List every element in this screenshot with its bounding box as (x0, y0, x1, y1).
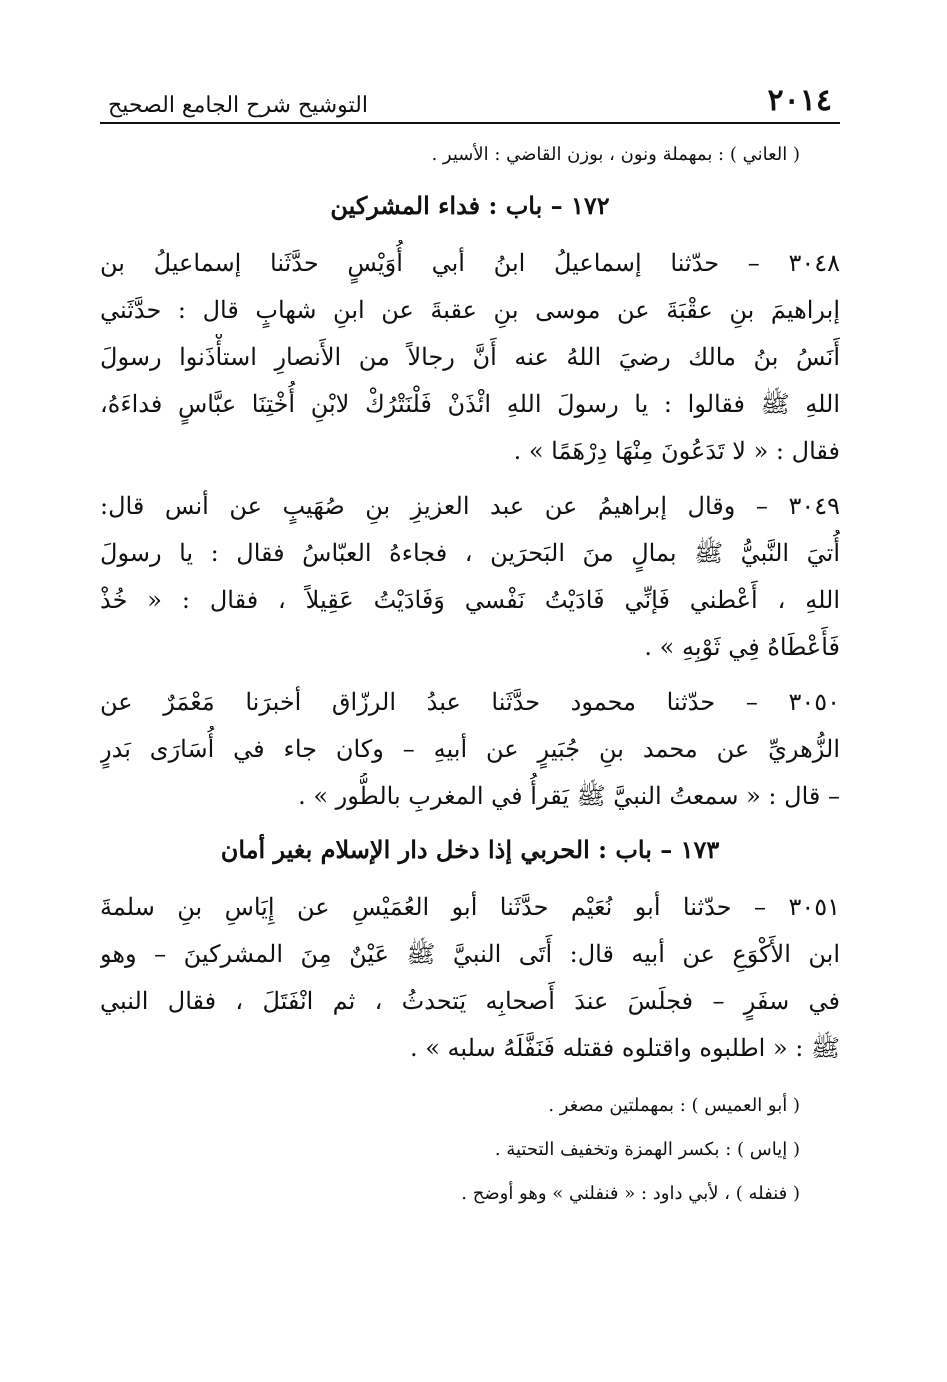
hadith-3050 (100, 679, 840, 820)
hadith-line: ٣٠٥١ – حدّثنا أبو نُعَيْم حدَّثَنا أبو العُمَيْسِ عن إِيَاسِ بنِ سلمةَ (100, 893, 840, 921)
intro-note: ( العاني ) : بمهملة ونون ، بوزن القاضي : الأسير . (431, 144, 800, 165)
hadith-line: ٣٠٤٩ – وقال إبراهيمُ عن عبد العزيزِ بنِ صُهَيبٍ عن أنس قال: (100, 492, 840, 520)
hadith-3048 (100, 240, 840, 475)
hadith-line: ابن الأَكْوَعِ عن أبيه قال: أَتَى النبيَّ ﷺ عَيْنٌ مِنَ المشركينَ – وهو (100, 940, 840, 968)
hadith-line: ٣٠٥٠ – حدّثنا محمود حدَّثَنا عبدُ الرزّاق أخبرَنا مَعْمَرٌ عن (100, 688, 840, 716)
note-item: ( إياس ) : بكسر الهمزة وتخفيف التحتية . (494, 1139, 800, 1160)
note-item: ( فنفله ) ، لأبي داود : « فنفلني » وهو أوضح . (461, 1183, 800, 1204)
page-number: ٢٠١٤ (767, 83, 832, 118)
hadith-line: الزُّهريِّ عن محمد بنِ جُبَيرٍ عن أبيهِ – وكان جاء في أُسَارَى بَدرٍ (100, 735, 840, 763)
running-title: التوشيح شرح الجامع الصحيح (108, 93, 368, 118)
hadith-line: اللهِ ﷺ فقالوا : يا رسولَ اللهِ ائْذَنْ فَلْنَتْرُكْ لابْنِ أُخْتِنَا عبَّاسٍ فداءَهُ، (100, 390, 840, 418)
hadith-line: فقال : « لا تَدَعُونَ مِنْهَا دِرْهَمًا » . (513, 437, 840, 465)
note-item: ( أبو العميس ) : بمهملتين مصغر . (548, 1095, 800, 1116)
hadith-line: في سفَرٍ – فجلَسَ عندَ أَصحابِه يَتحدثُ ، ثم انْفَتَلَ ، فقال النبي (100, 987, 840, 1015)
chapter-heading-172: ١٧٢ – باب : فداء المشركين (330, 191, 610, 220)
hadith-line: ٣٠٤٨ – حدّثنا إسماعيلُ ابنُ أبي أُوَيْسٍ حدَّثَنا إسماعيلُ بن (100, 249, 840, 277)
book-page (100, 70, 840, 1216)
header-divider (100, 122, 840, 124)
chapter-heading-173: ١٧٣ – باب : الحربي إذا دخل دار الإسلام بغير أمان (220, 835, 720, 864)
hadith-line: – قال : « سمعتُ النبيَّ ﷺ يَقرأُ في المغربِ بالطُّور » . (298, 782, 840, 810)
hadith-3049 (100, 483, 840, 671)
hadith-line: أُتيَ النَّبيُّ ﷺ بمالٍ منَ البَحرَين ، فجاءهُ العبّاسُ فقال : يا رسولَ (100, 539, 840, 567)
page-header (100, 70, 840, 118)
hadith-line: فَأَعْطَاهُ فِي ثَوْبِهِ » . (644, 633, 840, 661)
footnotes (100, 1084, 840, 1216)
hadith-line: إبراهيمَ بنِ عقْبَةَ عن موسى بنِ عقبةَ عن ابنِ شهابٍ قال : حدَّثَني (100, 296, 840, 324)
hadith-line: ﷺ : « اطلبوه واقتلوه فقتله فَنَفَّلَهُ سلبه » . (409, 1034, 840, 1062)
hadith-line: اللهِ ، أَعْطني فَإنِّي فَادَيْتُ نَفْسي وَفَادَيْتُ عَقِيلاً ، فقال : « خُذْ (100, 586, 840, 614)
hadith-line: أَنَسُ بنُ مالك رضيَ اللهُ عنه أَنَّ رجالاً من الأَنصارِ استأْذَنوا رسولَ (100, 343, 840, 371)
hadith-3051 (100, 884, 840, 1072)
